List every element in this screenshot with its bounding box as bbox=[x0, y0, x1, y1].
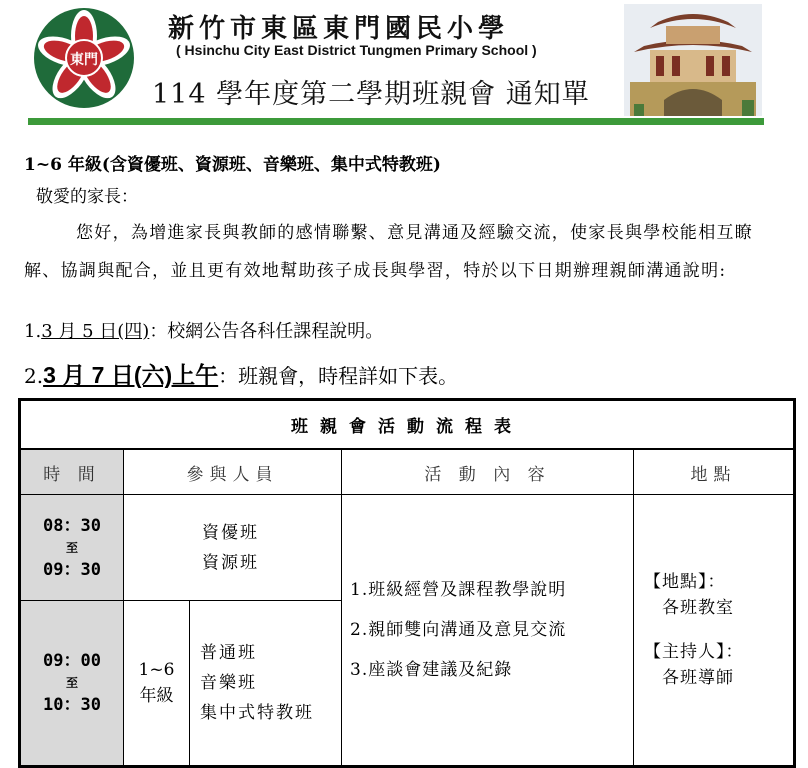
intro-paragraph: 您好，為增進家長與教師的感情聯繫、意見溝通及經驗交流，使家長與學校能相互瞭解、協調與配合，並且更有效地幫助孩子成長與學習，特於以下日期辦理親師溝通說明: bbox=[24, 223, 754, 281]
slot-2-grade-word: 年級 bbox=[139, 686, 174, 706]
schedule-table bbox=[18, 398, 796, 768]
table-row bbox=[20, 495, 795, 601]
place-label: 【地點】： bbox=[644, 572, 726, 592]
schedule-item-1 bbox=[24, 317, 383, 343]
slot-1-start: 08：30 bbox=[43, 515, 101, 536]
header-divider bbox=[28, 118, 764, 125]
slot-1-time bbox=[20, 495, 124, 601]
school-name-en: ( Hsinchu City East District Tungmen Primary School ) bbox=[176, 42, 537, 58]
slot-2-end: 10：30 bbox=[43, 695, 101, 715]
school-logo bbox=[24, 6, 144, 110]
item-2-number: 2. bbox=[24, 364, 44, 388]
place-value: 各班教室 bbox=[662, 598, 734, 618]
header-people: 參與人員 bbox=[124, 449, 342, 495]
item-1-text: ：校網公告各科任課程說明。 bbox=[149, 321, 384, 342]
schedule-item-2 bbox=[24, 357, 458, 390]
city-gate-illustration bbox=[624, 4, 762, 116]
slot-2-grade-range: 1~6 bbox=[138, 660, 175, 680]
greeting: 敬愛的家長： bbox=[36, 187, 138, 207]
item-1-number: 1. bbox=[24, 321, 42, 342]
host-value: 各班導師 bbox=[662, 668, 734, 688]
place-info bbox=[634, 495, 795, 767]
slot-2-grade bbox=[124, 601, 190, 767]
header-content: 活 動 內 容 bbox=[342, 449, 634, 495]
item-2-date: 3 月 7 日(六)上午 bbox=[43, 362, 219, 388]
slot-1-end: 09：30 bbox=[43, 559, 101, 580]
item-2-text: ：班親會，時程詳如下表。 bbox=[218, 364, 459, 388]
slot-2-person-3: 集中式特教班 bbox=[200, 703, 314, 723]
slot-2-people bbox=[190, 601, 342, 767]
letterhead bbox=[0, 0, 808, 130]
slot-1-person-1: 資優班 bbox=[202, 522, 259, 543]
slot-1-person-2: 資源班 bbox=[202, 552, 259, 573]
slot-1-to: 至 bbox=[65, 540, 78, 555]
logo-text: 東門 bbox=[70, 52, 98, 68]
slot-2-start: 09：00 bbox=[43, 651, 101, 671]
host-label: 【主持人】： bbox=[644, 642, 744, 662]
header-place: 地點 bbox=[634, 449, 795, 495]
slot-2-person-1: 普通班 bbox=[200, 643, 257, 663]
school-name-zh: 新竹市東區東門國民小學 bbox=[168, 14, 510, 44]
notice-title: 114 學年度第二學期班親會 通知單 bbox=[152, 79, 590, 110]
activity-1: 1.班級經營及課程教學說明 bbox=[350, 580, 567, 600]
table-header-row bbox=[20, 449, 795, 495]
activity-2: 2.親師雙向溝通及意見交流 bbox=[350, 620, 567, 640]
item-1-date: 3 月 5 日(四) bbox=[41, 321, 150, 342]
activity-list bbox=[342, 495, 634, 767]
header-time: 時 間 bbox=[20, 449, 124, 495]
activity-3: 3.座談會建議及紀錄 bbox=[350, 660, 513, 680]
slot-2-to: 至 bbox=[65, 676, 78, 690]
grade-scope: 1~6 年級(含資優班、資源班、音樂班、集中式特教班) bbox=[24, 155, 441, 175]
slot-1-people bbox=[124, 495, 342, 601]
slot-2-time bbox=[20, 601, 124, 767]
slot-2-person-2: 音樂班 bbox=[200, 673, 257, 693]
table-title: 班親會活動流程表 bbox=[20, 400, 795, 450]
